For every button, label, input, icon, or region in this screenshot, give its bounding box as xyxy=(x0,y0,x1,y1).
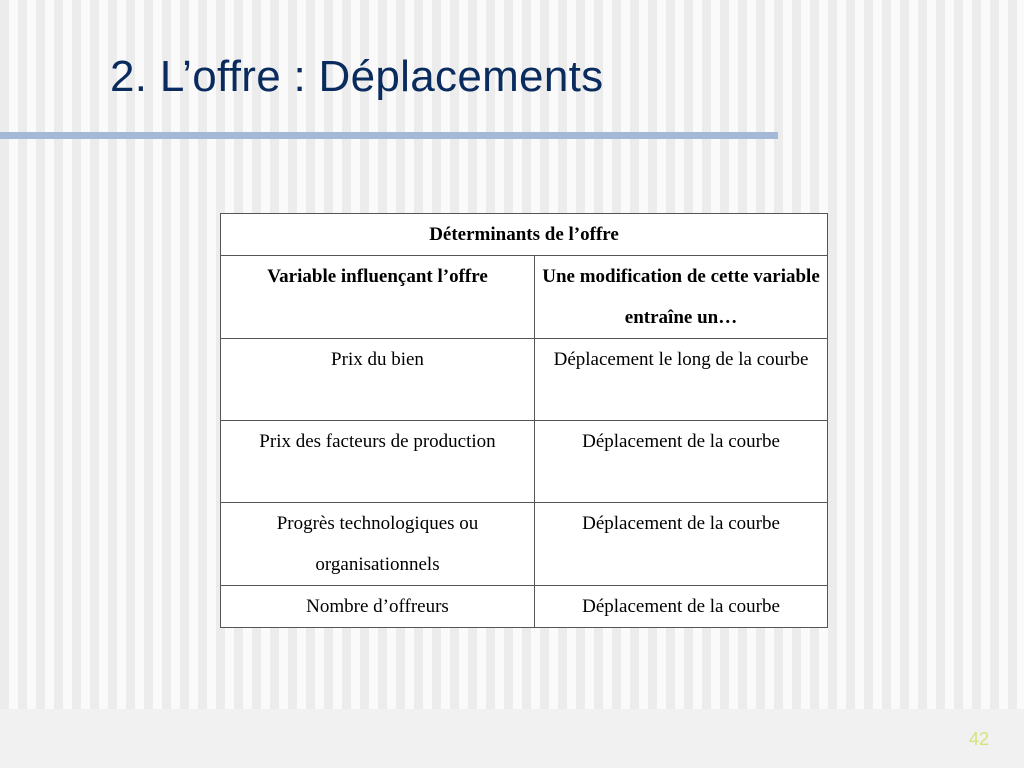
table-header-row xyxy=(221,256,828,339)
table-cell-effect: Déplacement de la courbe xyxy=(535,503,828,586)
determinants-table xyxy=(220,213,828,628)
table-cell-variable: Prix du bien xyxy=(221,339,535,421)
footer-band xyxy=(0,709,1024,768)
column-header-effect: Une modification de cette variable entraîne un… xyxy=(535,256,828,339)
table-cell-effect: Déplacement de la courbe xyxy=(535,421,828,503)
table-cell-variable: Nombre d’offreurs xyxy=(221,586,535,628)
title-underline xyxy=(0,132,778,139)
table-caption-row xyxy=(221,214,828,256)
table-row xyxy=(221,586,828,628)
page-number: 42 xyxy=(968,729,989,749)
table-cell-effect: Déplacement le long de la courbe xyxy=(535,339,828,421)
slide-title: 2. L’offre : Déplacements xyxy=(110,52,604,101)
column-header-variable: Variable influençant l’offre xyxy=(221,256,535,339)
table-caption: Déterminants de l’offre xyxy=(221,214,828,256)
table-cell-variable: Prix des facteurs de production xyxy=(221,421,535,503)
table-cell-effect: Déplacement de la courbe xyxy=(535,586,828,628)
table-row xyxy=(221,503,828,586)
table-row xyxy=(221,339,828,421)
determinants-table-container xyxy=(220,213,828,628)
table-cell-variable: Progrès technologiques ou organisationnels xyxy=(221,503,535,586)
table-row xyxy=(221,421,828,503)
